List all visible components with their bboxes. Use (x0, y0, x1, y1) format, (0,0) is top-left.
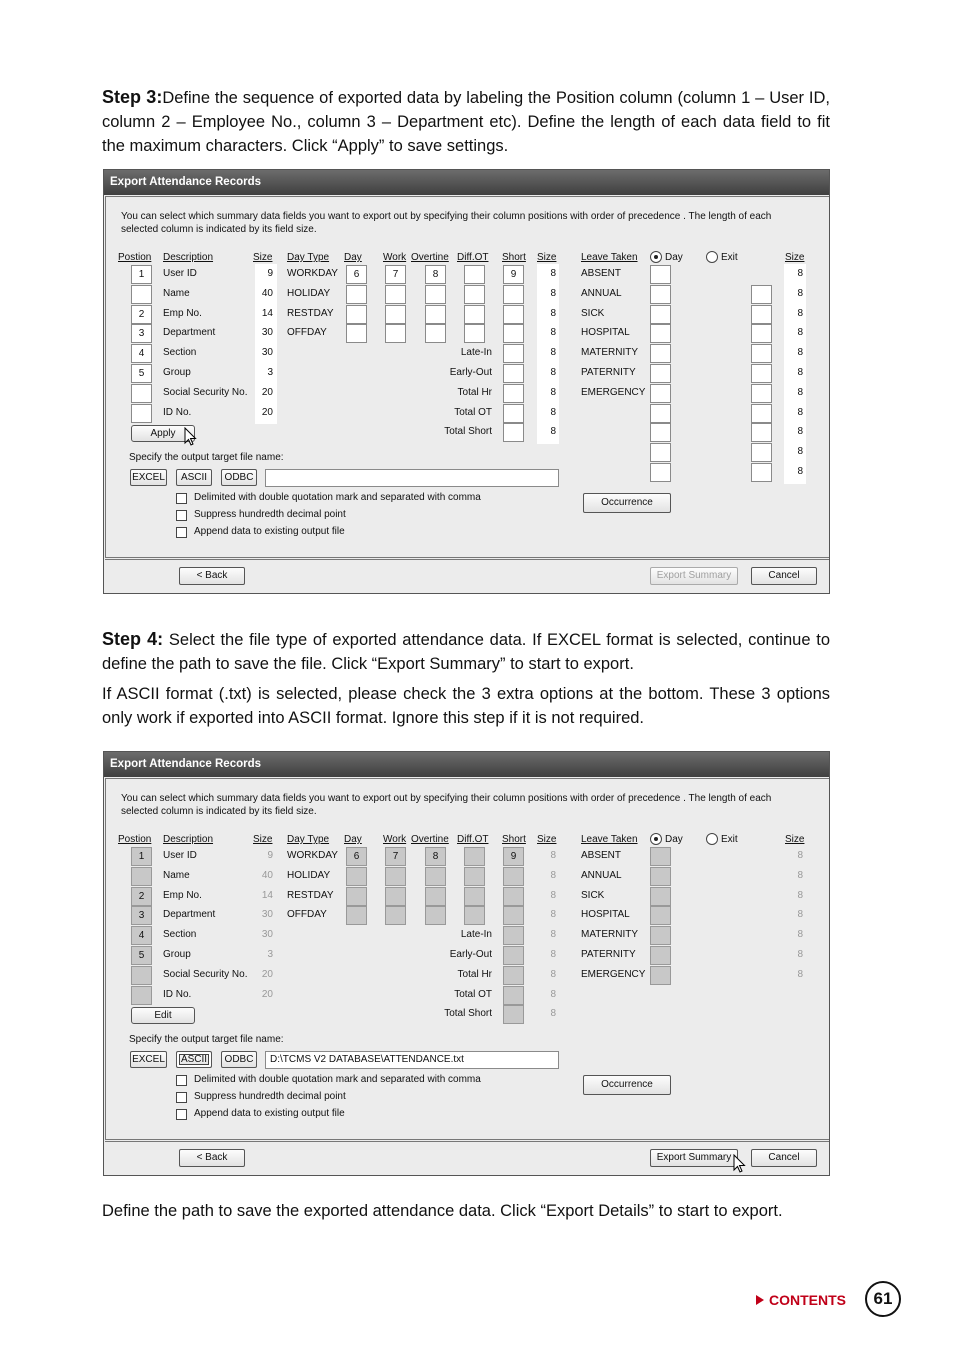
field-description: Section (163, 347, 197, 359)
leave-type-label: PATERNITY (581, 367, 636, 378)
header-position: Postion (118, 252, 152, 263)
field-description: ID No. (163, 406, 192, 418)
leave-input[interactable] (650, 344, 671, 363)
leave-size: 8 (797, 968, 803, 980)
back-button[interactable]: < Back (179, 1149, 245, 1167)
header-short: Short (502, 252, 526, 263)
short-input[interactable] (503, 364, 524, 383)
exit-input[interactable] (751, 285, 772, 304)
exit-input[interactable] (751, 443, 772, 462)
exit-input[interactable] (751, 384, 772, 403)
leave-type-label: ANNUAL (581, 287, 622, 299)
option-quote-label: Delimited with double quotation mark and separated with comma (194, 1074, 481, 1085)
field-description: User ID (163, 268, 197, 279)
leave-size: 8 (797, 386, 803, 398)
step3-text: Define the sequence of exported data by labeling the Position column (column 1 – User ID, column 2 – Employee No., column 3 – Department etc). Define the length of each data field to fit the maximum characters. Click “Apply” to save settings. (102, 89, 831, 155)
leave-size: 8 (797, 268, 803, 279)
file-path-input[interactable] (265, 469, 559, 487)
file-path-input[interactable]: D:\TCMS V2 DATABASE\ATTENDANCE.txt (265, 1051, 559, 1069)
edit-button[interactable]: Edit (131, 1007, 195, 1024)
exit-input[interactable] (751, 344, 772, 363)
header-size: Size (253, 252, 273, 263)
short-row-label: Total OT (454, 406, 492, 418)
day-type-label: RESTDAY (287, 889, 334, 901)
short-input[interactable] (503, 285, 524, 304)
day-input (346, 906, 367, 925)
option-append-label: Append data to existing output file (194, 526, 345, 537)
option-append-checkbox[interactable] (176, 1109, 187, 1120)
short-size: 8 (550, 327, 556, 339)
diff-ot-input (464, 847, 485, 866)
day-type-label: WORKDAY (287, 850, 338, 861)
option-suppress-checkbox[interactable] (176, 510, 187, 521)
leave-size: 8 (797, 287, 803, 299)
short-row-label: Early-Out (449, 367, 492, 378)
position-input[interactable]: 4 (131, 344, 152, 363)
day-type-label: OFFDAY (287, 909, 327, 921)
leave-type-label: HOSPITAL (581, 909, 630, 921)
field-description: Emp No. (163, 889, 202, 901)
short-input[interactable] (503, 324, 524, 343)
cancel-button[interactable]: Cancel (751, 567, 817, 585)
leave-input (650, 906, 671, 925)
day-type-label: OFFDAY (287, 327, 327, 339)
diff-ot-input (464, 906, 485, 925)
leave-input[interactable] (650, 384, 671, 403)
overtime-input: 8 (425, 847, 446, 866)
cancel-button[interactable]: Cancel (751, 1149, 817, 1167)
back-button[interactable]: < Back (179, 567, 245, 585)
field-size: 30 (261, 909, 273, 921)
leave-input[interactable] (650, 285, 671, 304)
field-description: ID No. (163, 988, 192, 1000)
leave-type-label: MATERNITY (581, 929, 639, 941)
overtime-input[interactable] (425, 324, 446, 343)
odbc-button[interactable]: ODBC (221, 1051, 257, 1068)
leave-input[interactable] (650, 265, 671, 284)
header-diff-ot: Diff.OT (457, 252, 489, 263)
position-input[interactable]: 2 (131, 305, 152, 324)
header-short: Short (502, 834, 526, 845)
day-type-label: RESTDAY (287, 307, 334, 319)
leave-size: 8 (797, 307, 803, 319)
position-input[interactable] (131, 384, 152, 403)
leave-input (650, 887, 671, 906)
leave-size: 8 (797, 909, 803, 921)
closing-paragraph: Define the path to save the exported attendance data. Click “Export Details” to start to export. (102, 1202, 783, 1220)
leave-input (650, 847, 671, 866)
field-size: 14 (261, 307, 273, 319)
header-overtime: Overtine (411, 252, 449, 263)
step4-paragraph-2: If ASCII format (.txt) is selected, please check the 3 extra options at the bottom. These 3 options only work if exported into ASCII format. Ignore this step if it is not required. (102, 685, 830, 727)
radio-exit-label: Exit (721, 834, 738, 845)
field-description: Section (163, 929, 197, 941)
position-input[interactable] (131, 404, 152, 423)
field-size: 3 (267, 367, 273, 378)
overtime-input[interactable] (425, 285, 446, 304)
field-size: 9 (267, 268, 273, 279)
leave-size: 8 (797, 426, 803, 438)
day-input[interactable]: 6 (346, 265, 367, 284)
contents-link[interactable] (756, 1292, 846, 1308)
overtime-input (425, 887, 446, 906)
field-description: Group (163, 949, 191, 960)
leave-input (650, 966, 671, 985)
day-type-label: WORKDAY (287, 268, 338, 279)
field-size: 30 (261, 929, 273, 941)
leave-type-label: SICK (581, 307, 605, 319)
position-input (131, 986, 152, 1005)
option-suppress-label: Suppress hundredth decimal point (194, 509, 346, 520)
short-input[interactable] (503, 384, 524, 403)
position-input: 5 (131, 946, 152, 965)
option-append-checkbox[interactable] (176, 527, 187, 538)
field-description: Social Security No. (163, 386, 248, 398)
header-day: Day (344, 834, 362, 845)
field-description: Social Security No. (163, 968, 248, 980)
field-description: Department (163, 327, 216, 339)
position-input[interactable]: 1 (131, 265, 152, 284)
leave-input (650, 867, 671, 886)
day-input (346, 887, 367, 906)
short-input (503, 1005, 524, 1024)
short-size: 8 (550, 347, 556, 359)
work-input (385, 906, 406, 925)
header-description: Description (163, 252, 214, 263)
field-size: 30 (261, 347, 273, 359)
field-size: 40 (261, 287, 273, 299)
diff-ot-input (464, 867, 485, 886)
field-size: 14 (261, 889, 273, 901)
option-quote-label: Delimited with double quotation mark and separated with comma (194, 492, 481, 503)
leave-input[interactable] (650, 463, 671, 482)
radio-day[interactable] (650, 251, 662, 263)
contents-label: CONTENTS (769, 1292, 846, 1308)
position-input: 1 (131, 847, 152, 866)
radio-day[interactable] (650, 833, 662, 845)
leave-type-label: MATERNITY (581, 347, 639, 359)
leave-input[interactable] (650, 364, 671, 383)
short-row-label: Total Hr (457, 386, 492, 398)
dialog-body (105, 778, 830, 1140)
export-dialog-step3 (103, 169, 830, 594)
leave-size: 8 (797, 850, 803, 861)
field-size: 20 (261, 968, 273, 980)
field-size: 30 (261, 327, 273, 339)
position-input: 4 (131, 926, 152, 945)
export-dialog-step4 (103, 751, 830, 1176)
leave-size: 8 (797, 347, 803, 359)
position-input: 2 (131, 887, 152, 906)
header-diff-ot: Diff.OT (457, 834, 489, 845)
field-description: Emp No. (163, 307, 202, 319)
option-suppress-label: Suppress hundredth decimal point (194, 1091, 346, 1102)
intro-text-line1: You can select which summary data fields you want to export out by specifying their column positions with order of precedence . The length of each (121, 793, 772, 804)
exit-input[interactable] (751, 463, 772, 482)
leave-size: 8 (797, 466, 803, 477)
short-row-label: Total Hr (457, 968, 492, 980)
short-size: 8 (550, 850, 556, 861)
position-input[interactable]: 3 (131, 324, 152, 343)
day-input[interactable] (346, 285, 367, 304)
leave-size: 8 (797, 949, 803, 960)
leave-size: 8 (797, 367, 803, 378)
page-number: 61 (865, 1281, 901, 1317)
diff-ot-input[interactable] (464, 305, 485, 324)
header-size-3: Size (785, 252, 805, 263)
header-size-2: Size (537, 834, 557, 845)
leave-type-label: HOSPITAL (581, 327, 630, 339)
short-input[interactable]: 9 (503, 265, 524, 284)
short-size: 8 (550, 307, 556, 319)
field-description: User ID (163, 850, 197, 861)
short-size: 8 (550, 367, 556, 378)
short-row-label: Total Short (444, 426, 492, 438)
diff-ot-input[interactable] (464, 285, 485, 304)
exit-input[interactable] (751, 324, 772, 343)
specify-output-label: Specify the output target file name: (129, 452, 284, 463)
excel-button[interactable]: EXCEL (130, 469, 167, 486)
radio-day-label: Day (665, 252, 683, 263)
short-row-label: Total OT (454, 988, 492, 1000)
short-input (503, 986, 524, 1005)
field-description: Name (163, 869, 190, 881)
step3-paragraph (102, 85, 830, 158)
leave-input (650, 926, 671, 945)
field-size: 9 (267, 850, 273, 861)
header-overtime: Overtine (411, 834, 449, 845)
leave-type-label: PATERNITY (581, 949, 636, 960)
leave-type-label: SICK (581, 889, 605, 901)
header-size: Size (253, 834, 273, 845)
header-description: Description (163, 834, 214, 845)
field-size: 20 (261, 386, 273, 398)
short-row-label: Early-Out (449, 949, 492, 960)
diff-ot-input[interactable] (464, 324, 485, 343)
exit-input[interactable] (751, 423, 772, 442)
intro-text-line2: selected column is indicated by its field size. (121, 224, 317, 235)
option-quote-checkbox[interactable] (176, 493, 187, 504)
dialog-footer (105, 559, 830, 593)
day-type-label: HOLIDAY (287, 287, 331, 299)
short-size: 8 (550, 988, 556, 1000)
radio-day-label: Day (665, 834, 683, 845)
day-type-label: HOLIDAY (287, 869, 331, 881)
apply-button[interactable]: Apply (131, 425, 195, 442)
intro-text-line1: You can select which summary data fields you want to export out by specifying their column positions with order of precedence . The length of each (121, 211, 772, 222)
header-day: Day (344, 252, 362, 263)
ascii-button[interactable]: ASCII (176, 1051, 212, 1068)
field-description: Department (163, 909, 216, 921)
leave-size: 8 (797, 446, 803, 458)
short-input (503, 946, 524, 965)
leave-size: 8 (797, 327, 803, 339)
work-input[interactable] (385, 285, 406, 304)
field-size: 20 (261, 406, 273, 418)
leave-type-label: ABSENT (581, 268, 622, 279)
field-size: 40 (261, 869, 273, 881)
short-input (503, 906, 524, 925)
occurrence-button[interactable]: Occurrence (583, 493, 671, 513)
intro-text-line2: selected column is indicated by its field size. (121, 806, 317, 817)
radio-exit-label: Exit (721, 252, 738, 263)
short-input[interactable] (503, 423, 524, 442)
option-append-label: Append data to existing output file (194, 1108, 345, 1119)
header-day-type: Day Type (287, 252, 330, 263)
leave-size: 8 (797, 869, 803, 881)
day-input: 6 (346, 847, 367, 866)
header-size-3: Size (785, 834, 805, 845)
position-input (131, 867, 152, 886)
position-input[interactable]: 5 (131, 364, 152, 383)
work-input[interactable] (385, 324, 406, 343)
day-input[interactable] (346, 305, 367, 324)
short-size: 8 (550, 268, 556, 279)
leave-input[interactable] (650, 324, 671, 343)
short-size: 8 (550, 968, 556, 980)
short-input[interactable] (503, 305, 524, 324)
radio-exit[interactable] (706, 833, 718, 845)
short-input (503, 867, 524, 886)
work-input: 7 (385, 847, 406, 866)
short-size: 8 (550, 386, 556, 398)
work-input (385, 887, 406, 906)
short-size: 8 (550, 889, 556, 901)
short-size: 8 (550, 426, 556, 438)
header-day-type: Day Type (287, 834, 330, 845)
overtime-input[interactable] (425, 305, 446, 324)
leave-size: 8 (797, 929, 803, 941)
short-input: 9 (503, 847, 524, 866)
header-size-2: Size (537, 252, 557, 263)
exit-input[interactable] (751, 404, 772, 423)
leave-input[interactable] (650, 404, 671, 423)
header-work: Work (383, 834, 407, 845)
short-input[interactable] (503, 404, 524, 423)
header-leave-taken: Leave Taken (581, 834, 638, 845)
short-row-label: Total Short (444, 1008, 492, 1020)
step3-label: Step 3: (102, 87, 163, 107)
field-size: 20 (261, 988, 273, 1000)
ascii-button[interactable]: ASCII (176, 469, 212, 486)
short-row-label: Late-In (460, 347, 492, 359)
leave-type-label: EMERGENCY (581, 386, 646, 398)
step4-label: Step 4: (102, 629, 164, 649)
leave-type-label: ABSENT (581, 850, 622, 861)
dialog-title: Export Attendance Records (104, 752, 829, 777)
step4-text: Select the file type of exported attendance data. If EXCEL format is selected, continue to define the path to save the file. Click “Export Summary” to start to export. (102, 631, 830, 673)
excel-button[interactable]: EXCEL (130, 1051, 167, 1068)
diff-ot-input (464, 887, 485, 906)
field-description: Name (163, 287, 190, 299)
specify-output-label: Specify the output target file name: (129, 1034, 284, 1045)
occurrence-button[interactable]: Occurrence (583, 1075, 671, 1095)
work-input[interactable]: 7 (385, 265, 406, 284)
leave-size: 8 (797, 406, 803, 418)
export-summary-button[interactable]: Export Summary (650, 1149, 738, 1167)
short-size: 8 (550, 406, 556, 418)
leave-input (650, 946, 671, 965)
day-input (346, 867, 367, 886)
position-input[interactable] (131, 285, 152, 304)
dialog-footer (105, 1141, 830, 1175)
short-size: 8 (550, 287, 556, 299)
header-work: Work (383, 252, 407, 263)
short-input (503, 887, 524, 906)
day-input[interactable] (346, 324, 367, 343)
short-size: 8 (550, 929, 556, 941)
short-input (503, 966, 524, 985)
diff-ot-input[interactable] (464, 265, 485, 284)
leave-size: 8 (797, 889, 803, 901)
header-position: Postion (118, 834, 152, 845)
short-input[interactable] (503, 344, 524, 363)
option-quote-checkbox[interactable] (176, 1075, 187, 1086)
leave-input[interactable] (650, 305, 671, 324)
dialog-title: Export Attendance Records (104, 170, 829, 195)
dialog-body (105, 196, 830, 558)
option-suppress-checkbox[interactable] (176, 1092, 187, 1103)
field-size: 3 (267, 949, 273, 960)
leave-type-label: EMERGENCY (581, 968, 646, 980)
leave-input[interactable] (650, 423, 671, 442)
short-row-label: Late-In (460, 929, 492, 941)
work-input (385, 867, 406, 886)
odbc-button[interactable]: ODBC (221, 469, 257, 486)
header-leave-taken: Leave Taken (581, 252, 638, 263)
exit-input[interactable] (751, 364, 772, 383)
export-summary-button[interactable]: Export Summary (650, 567, 738, 585)
exit-input[interactable] (751, 305, 772, 324)
short-size: 8 (550, 909, 556, 921)
radio-exit[interactable] (706, 251, 718, 263)
step4-paragraph (102, 627, 830, 676)
leave-type-label: ANNUAL (581, 869, 622, 881)
triangle-right-icon (756, 1295, 764, 1305)
short-size: 8 (550, 1008, 556, 1020)
leave-input[interactable] (650, 443, 671, 462)
short-size: 8 (550, 949, 556, 960)
overtime-input (425, 867, 446, 886)
short-size: 8 (550, 869, 556, 881)
work-input[interactable] (385, 305, 406, 324)
overtime-input[interactable]: 8 (425, 265, 446, 284)
field-description: Group (163, 367, 191, 378)
short-input (503, 926, 524, 945)
overtime-input (425, 906, 446, 925)
position-input (131, 966, 152, 985)
position-input: 3 (131, 906, 152, 925)
